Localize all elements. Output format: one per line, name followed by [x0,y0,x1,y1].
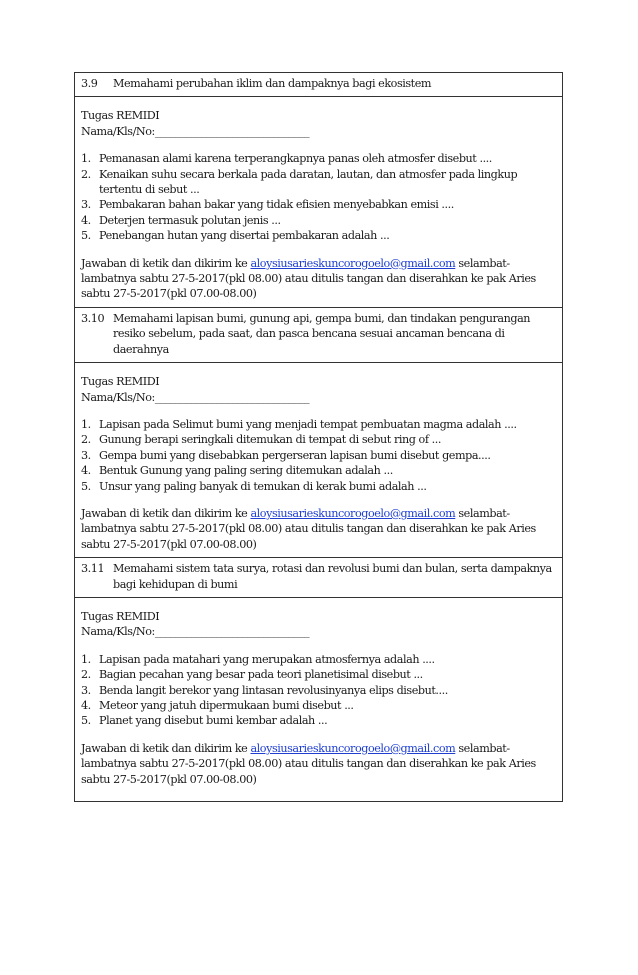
kd-number: 3.9 [81,77,98,90]
kd-cell [75,307,563,362]
kd-heading [81,76,557,91]
question-item [81,228,557,243]
task-title: Tugas REMIDI [81,375,160,389]
question-text: Kenaikan suhu secara berkala pada daratan, lautan, dan atmosfer pada lingkup tertentu di sebut ... [99,167,518,197]
question-text: Benda langit berekor yang lintasan revolusinyanya elips disebut.... [99,683,448,697]
question-item [81,683,557,698]
email-link[interactable]: aloysiusarieskuncorogoelo@gmail.com [250,256,456,270]
question-text: Pembakaran bahan bakar yang tidak efisien menyebabkan emisi .... [99,198,454,212]
name-line: Nama/Kls/No:______________________________ [81,390,310,404]
question-item [81,197,557,212]
question-number: 4. [81,699,91,712]
question-item [81,432,557,447]
kd-text: Memahami lapisan bumi, gunung api, gempa bumi, dan tindakan pengurangan resiko sebelum, pada saat, dan pasca bencana sesuai ancaman bencana di daerahnya [113,311,531,356]
question-number: 2. [81,668,91,682]
question-text: Penebangan hutan yang disertai pembakaran adalah ... [99,229,390,243]
note-before: Jawaban di ketik dan dikirim ke [81,256,251,270]
task-cell [75,363,563,558]
note-after: selambat-lambatnya sabtu 27-5-2017(pkl 08.00) atau ditulis tangan dan diserahkan ke pak Aries sabtu 27-5-2017(pkl 07.00-08.00) [81,506,536,551]
question-text: Gunung berapi seringkali ditemukan di tempat di sebut ring of ... [99,433,441,447]
question-number: 1. [81,652,91,666]
question-item [81,652,557,667]
kd-heading [81,311,557,357]
kd-row [75,558,563,598]
name-line: Nama/Kls/No:______________________________ [81,625,310,639]
question-text: Planet yang disebut bumi kembar adalah ... [99,714,328,728]
task-row [75,597,563,801]
question-item [81,151,557,166]
question-number: 4. [81,213,91,227]
kd-number: 3.10 [81,311,105,325]
kd-row [75,73,563,97]
submission-note [81,256,557,302]
kd-heading [81,561,557,592]
submission-note [81,741,557,787]
kd-cell [75,558,563,598]
question-text: Pemanasan alami karena terperangkapnya panas oleh atmosfer disebut .... [99,152,492,166]
question-text: Lapisan pada Selimut bumi yang menjadi tempat pembuatan magma adalah .... [99,417,517,431]
kd-number: 3.11 [81,562,105,576]
note-after: selambat-lambatnya sabtu 27-5-2017(pkl 08.00) atau ditulis tangan dan diserahkan ke pak Aries sabtu 27-5-2017(pkl 07.00-08.00) [81,256,536,301]
question-number: 2. [81,433,91,447]
kd-text: Memahami sistem tata surya, rotasi dan revolusi bumi dan bulan, serta dampaknya bagi kehidupan di bumi [113,562,552,591]
kd-cell [75,73,563,97]
question-text: Bagian pecahan yang besar pada teori planetisimal disebut ... [99,668,423,682]
question-number: 4. [81,464,91,478]
task-cell [75,597,563,801]
kd-text: Memahami perubahan iklim dan dampaknya bagi ekosistem [113,77,432,90]
question-item [81,698,557,713]
question-text: Unsur yang paling banyak di temukan di kerak bumi adalah ... [99,479,427,493]
question-item [81,667,557,682]
question-number: 3. [81,198,91,212]
task-title: Tugas REMIDI [81,109,160,123]
name-line: Nama/Kls/No:______________________________ [81,124,310,138]
task-title: Tugas REMIDI [81,609,160,623]
question-number: 2. [81,167,91,181]
question-item [81,448,557,463]
question-number: 3. [81,448,91,462]
question-item [81,479,557,494]
question-text: Lapisan pada matahari yang merupakan atmosfernya adalah .... [99,652,435,666]
submission-note [81,506,557,552]
question-list [81,417,557,494]
task-row [75,363,563,558]
question-item [81,463,557,478]
task-cell [75,97,563,307]
note-after: selambat-lambatnya sabtu 27-5-2017(pkl 08.00) atau ditulis tangan dan diserahkan ke pak Aries sabtu 27-5-2017(pkl 07.00-08.00) [81,741,536,786]
question-text: Meteor yang jatuh dipermukaan bumi disebut ... [99,699,354,712]
question-item [81,167,557,198]
question-number: 1. [81,417,91,431]
question-number: 1. [81,152,91,166]
question-item [81,713,557,728]
task-row [75,97,563,307]
question-item [81,213,557,228]
kd-row [75,307,563,362]
remedial-task-table [74,72,563,802]
question-number: 3. [81,683,91,697]
question-list [81,151,557,243]
question-list [81,652,557,729]
email-link[interactable]: aloysiusarieskuncorogoelo@gmail.com [250,741,456,755]
question-number: 5. [81,479,91,493]
email-link[interactable]: aloysiusarieskuncorogoelo@gmail.com [250,506,456,520]
note-before: Jawaban di ketik dan dikirim ke [81,741,251,755]
question-text: Deterjen termasuk polutan jenis ... [99,213,281,227]
note-before: Jawaban di ketik dan dikirim ke [81,506,251,520]
question-text: Gempa bumi yang disebabkan pergerseran lapisan bumi disebut gempa.... [99,448,491,462]
question-number: 5. [81,229,91,243]
question-number: 5. [81,714,91,728]
question-text: Bentuk Gunung yang paling sering ditemukan adalah ... [99,464,393,478]
question-item [81,417,557,432]
